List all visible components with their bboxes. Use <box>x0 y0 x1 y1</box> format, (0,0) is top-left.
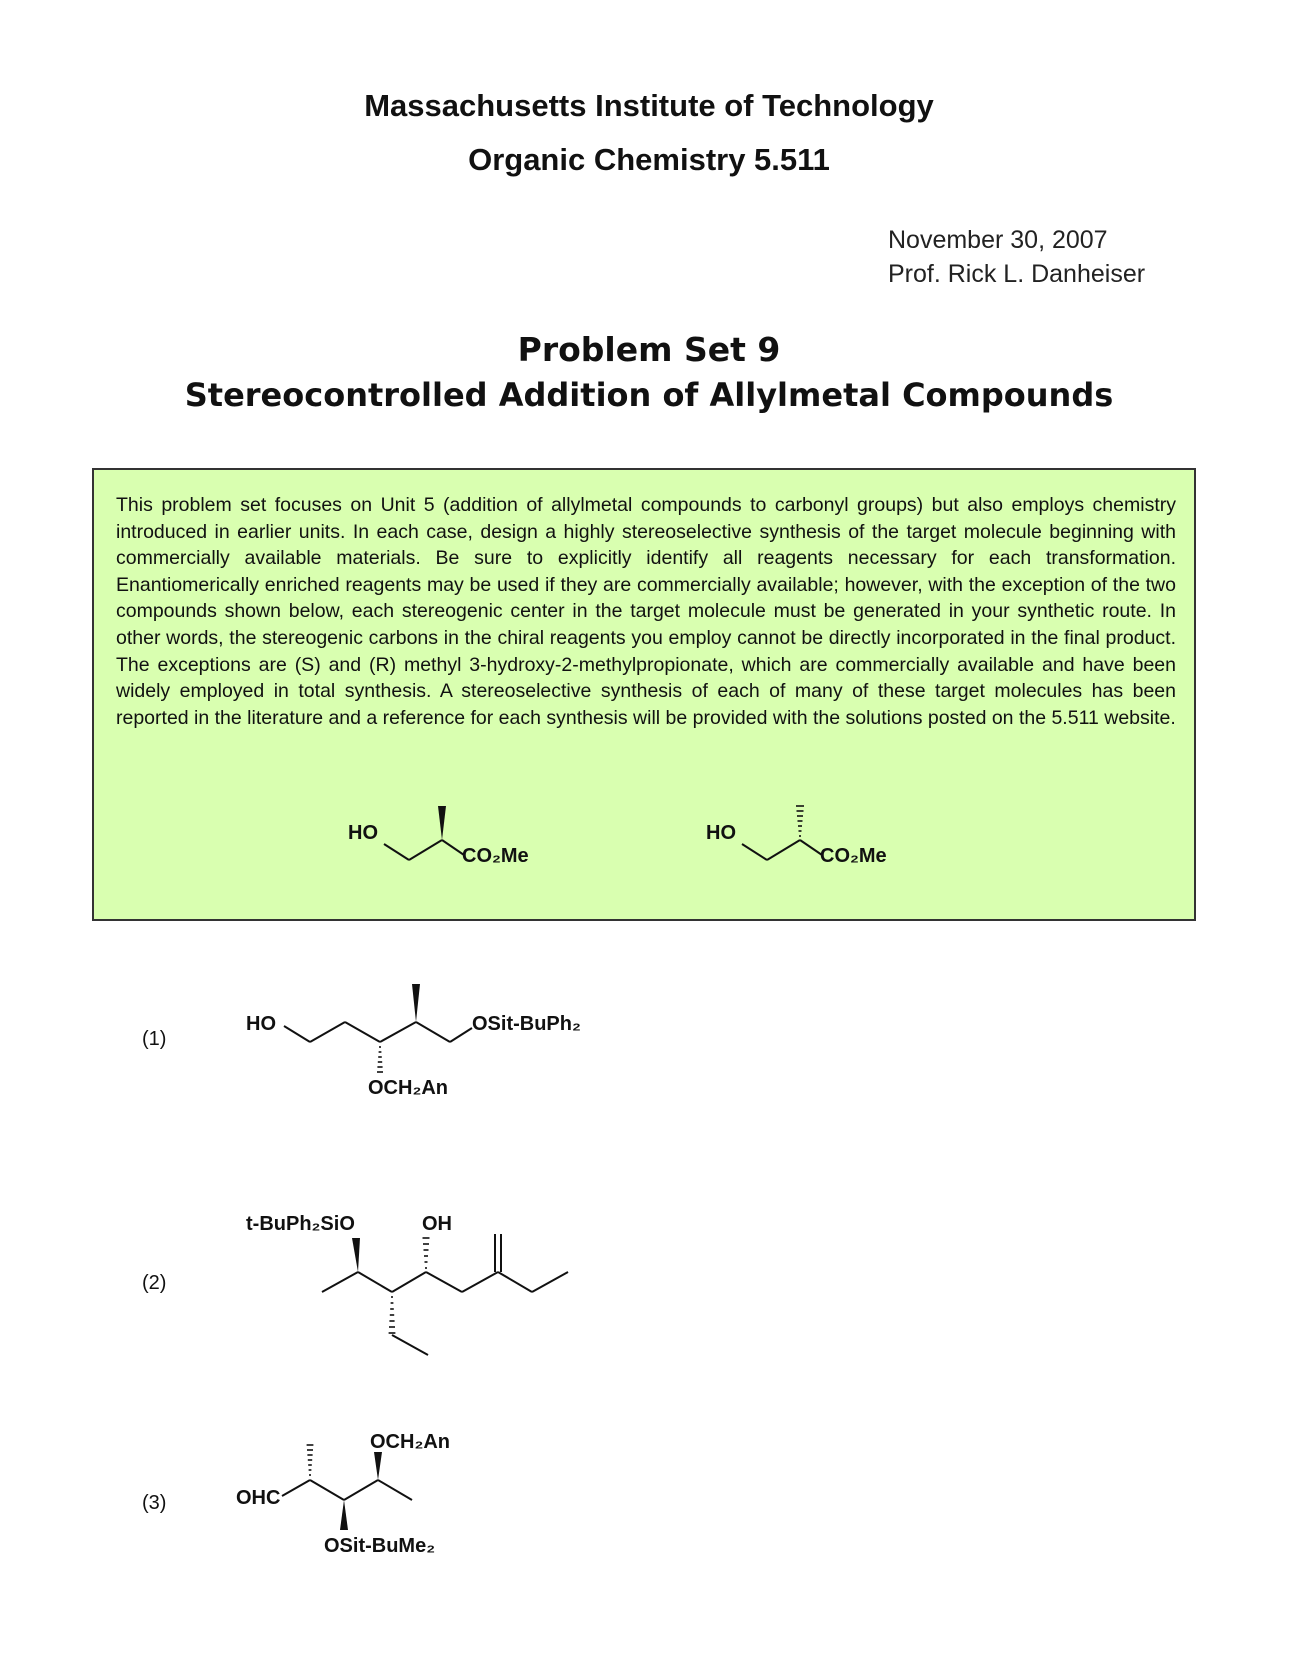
wedge-bond <box>438 806 446 840</box>
bond <box>392 1272 426 1292</box>
intro-box <box>92 468 1196 921</box>
problem-number: (2) <box>142 1272 167 1294</box>
bond <box>282 1480 310 1496</box>
exception-compound-wedge <box>344 800 644 910</box>
och2an-label: OCH₂An <box>368 1077 448 1099</box>
hash-bond <box>307 1445 314 1475</box>
bond <box>426 1272 462 1292</box>
ho-label: HO <box>706 822 736 844</box>
bond <box>392 1335 428 1355</box>
bond <box>344 1480 378 1500</box>
osi-label: OSit-BuPh₂ <box>472 1013 581 1035</box>
date: November 30, 2007 <box>888 226 1108 254</box>
bond <box>378 1480 412 1500</box>
bond <box>450 1028 472 1042</box>
bond <box>498 1272 532 1292</box>
bond <box>358 1272 392 1292</box>
osi-label: OSit-BuMe₂ <box>324 1535 436 1557</box>
co2me-label: CO₂Me <box>462 845 529 867</box>
problem-number: (1) <box>142 1028 167 1050</box>
wedge-bond <box>352 1238 360 1272</box>
bond <box>380 1022 416 1042</box>
problem-set-title: Problem Set 9 <box>517 330 781 369</box>
bond <box>462 1272 498 1292</box>
bond <box>742 844 767 860</box>
exception-compound-hash <box>702 800 1002 910</box>
bond <box>416 1022 450 1042</box>
hash-bond <box>796 806 804 836</box>
wedge-bond <box>412 984 420 1022</box>
intro-text: This problem set focuses on Unit 5 (addition of allylmetal compounds to carbonyl groups) but also employs chemistry introduced in earlier units. In each case, design a highly stereoselective synthesis of the target molecule beginning with commercially available materials. Be sure to explicitly identify all reagents necessary for each transformation. Enantiomerically enriched reagents may be used if they are commercially available; however, with the exception of the two compounds shown below, each stereogenic center in the target molecule must be generated in your synthetic route. In other words, the stereogenic carbons in the chiral reagents you employ cannot be directly incorporated in the final product. The exceptions are (S) and (R) methyl 3-hydroxy-2-methylpropionate, which are commercially available and have been widely employed in total synthesis. A stereoselective synthesis of each of many of these target molecules has been reported in the literature and a reference for each synthesis will be provided with the solutions posted on the 5.511 website. <box>116 494 1176 729</box>
bond <box>767 840 800 860</box>
bond <box>322 1272 358 1292</box>
course-title: Organic Chemistry 5.511 <box>468 142 830 177</box>
bond <box>284 1026 310 1042</box>
problem-number: (3) <box>142 1492 167 1514</box>
ho-label: HO <box>348 822 378 844</box>
bond <box>345 1022 380 1042</box>
hash-bond <box>423 1238 430 1268</box>
bond <box>532 1272 568 1292</box>
ohc-label: OHC <box>236 1487 281 1509</box>
oh-label: OH <box>422 1213 452 1235</box>
problem-2-structure <box>240 1200 600 1370</box>
problem-1-structure <box>240 980 660 1120</box>
professor: Prof. Rick L. Danheiser <box>888 260 1146 288</box>
wedge-bond <box>340 1500 348 1530</box>
bond <box>310 1022 345 1042</box>
wedge-bond <box>374 1452 382 1480</box>
hash-bond <box>389 1297 396 1333</box>
bond <box>800 840 822 855</box>
problem-set-subtitle: Stereocontrolled Addition of Allylmetal Compounds <box>184 376 1114 414</box>
hash-bond <box>377 1047 383 1072</box>
bond <box>310 1480 344 1500</box>
institution-name: Massachusetts Institute of Technology <box>364 88 934 123</box>
co2me-label: CO₂Me <box>820 845 887 867</box>
bond <box>409 840 442 860</box>
och2an-label: OCH₂An <box>370 1431 450 1453</box>
problem-3-structure <box>230 1420 550 1570</box>
bond <box>384 844 409 860</box>
tbu-label: t-BuPh₂SiO <box>246 1213 355 1235</box>
bond <box>442 840 464 855</box>
ho-label: HO <box>246 1013 276 1035</box>
